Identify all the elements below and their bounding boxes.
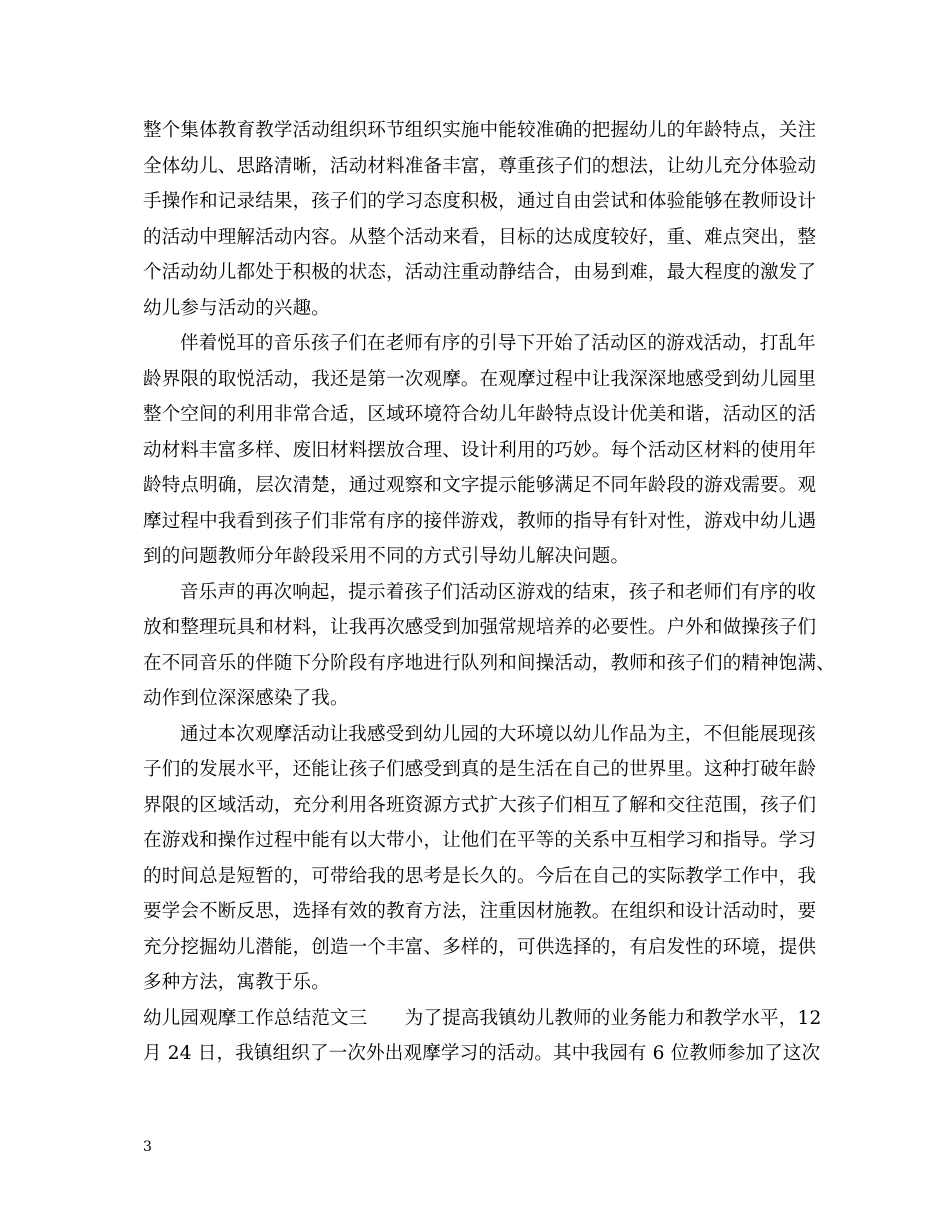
text-line: 充分挖掘幼儿潜能，创造一个丰富、多样的，可供选择的，有启发性的环境，提供 (143, 936, 817, 958)
page-number: 3 (143, 1139, 152, 1155)
text-line: 到的问题教师分年龄段采用不同的方式引导幼儿解决问题。 (143, 546, 630, 567)
text-line: 整个空间的利用非常合适，区域环境符合幼儿年龄特点设计优美和谐，活动区的活 (143, 404, 817, 425)
text-line: 龄特点明确，层次清楚，通过观察和文字提示能够满足不同年龄段的游戏需要。观 (143, 475, 817, 496)
text-line: 放和整理玩具和材料，让我再次感受到加强常规培养的必要性。户外和做操孩子们 (143, 617, 817, 638)
text-line: 月 24 日，我镇组织了一次外出观摩学习的活动。其中我园有 6 位教师参加了这次 (143, 1043, 821, 1064)
text-line: 多种方法，寓教于乐。 (143, 972, 331, 993)
text-line: 动作到位深深感染了我。 (143, 688, 349, 709)
text-line: 个活动幼儿都处于积极的状态，活动注重动静结合，由易到难，最大程度的激发了 (143, 262, 817, 283)
text-line: 幼儿参与活动的兴趣。 (143, 297, 331, 319)
paragraph-start-line: 伴着悦耳的音乐孩子们在老师有序的引导下开始了活动区的游戏活动，打乱年 (180, 333, 816, 354)
text-line: 的时间总是短暂的，可带给我的思考是长久的。今后在自己的实际教学工作中，我 (143, 865, 817, 887)
section-heading-line: 幼儿园观摩工作总结范文三 为了提高我镇幼儿教师的业务能力和教学水平，12 (143, 1007, 822, 1029)
text-line: 界限的区域活动，充分利用各班资源方式扩大孩子们相互了解和交往范围，孩子们 (143, 794, 817, 816)
paragraph-start-line: 音乐声的再次响起，提示着孩子们活动区游戏的结束，孩子和老师们有序的收 (180, 581, 816, 603)
body-text (143, 113, 835, 1072)
text-line: 全体幼儿、思路清晰，活动材料准备丰富，尊重孩子们的想法，让幼儿充分体验动 (143, 155, 817, 177)
text-line: 要学会不断反思，选择有效的教育方法，注重因材施教。在组织和设计活动时，要 (143, 901, 817, 922)
text-line: 龄界限的取悦活动，我还是第一次观摩。在观摩过程中让我深深地感受到幼儿园里 (143, 368, 817, 390)
text-line: 在游戏和操作过程中能有以大带小，让他们在平等的关系中互相学习和指导。学习 (143, 830, 817, 851)
paragraph-start-line: 通过本次观摩活动让我感受到幼儿园的大环境以幼儿作品为主，不但能展现孩 (180, 723, 816, 745)
text-line: 子们的发展水平，还能让孩子们感受到真的是生活在自己的世界里。这种打破年龄 (143, 759, 817, 780)
text-line: 摩过程中我看到孩子们非常有序的接伴游戏，教师的指导有针对性，游戏中幼儿遇 (143, 510, 817, 532)
text-line: 动材料丰富多样、废旧材料摆放合理、设计利用的巧妙。每个活动区材料的使用年 (143, 439, 817, 461)
text-line: 整个集体教育教学活动组织环节组织实施中能较准确的把握幼儿的年龄特点，关注 (143, 120, 817, 141)
text-line: 手操作和记录结果，孩子们的学习态度积极，通过自由尝试和体验能够在教师设计 (143, 191, 817, 212)
text-line: 的活动中理解活动内容。从整个活动来看，目标的达成度较好，重、难点突出，整 (143, 226, 817, 248)
text-line: 在不同音乐的伴随下分阶段有序地进行队列和间操活动，教师和孩子们的精神饱满、 (143, 652, 835, 674)
